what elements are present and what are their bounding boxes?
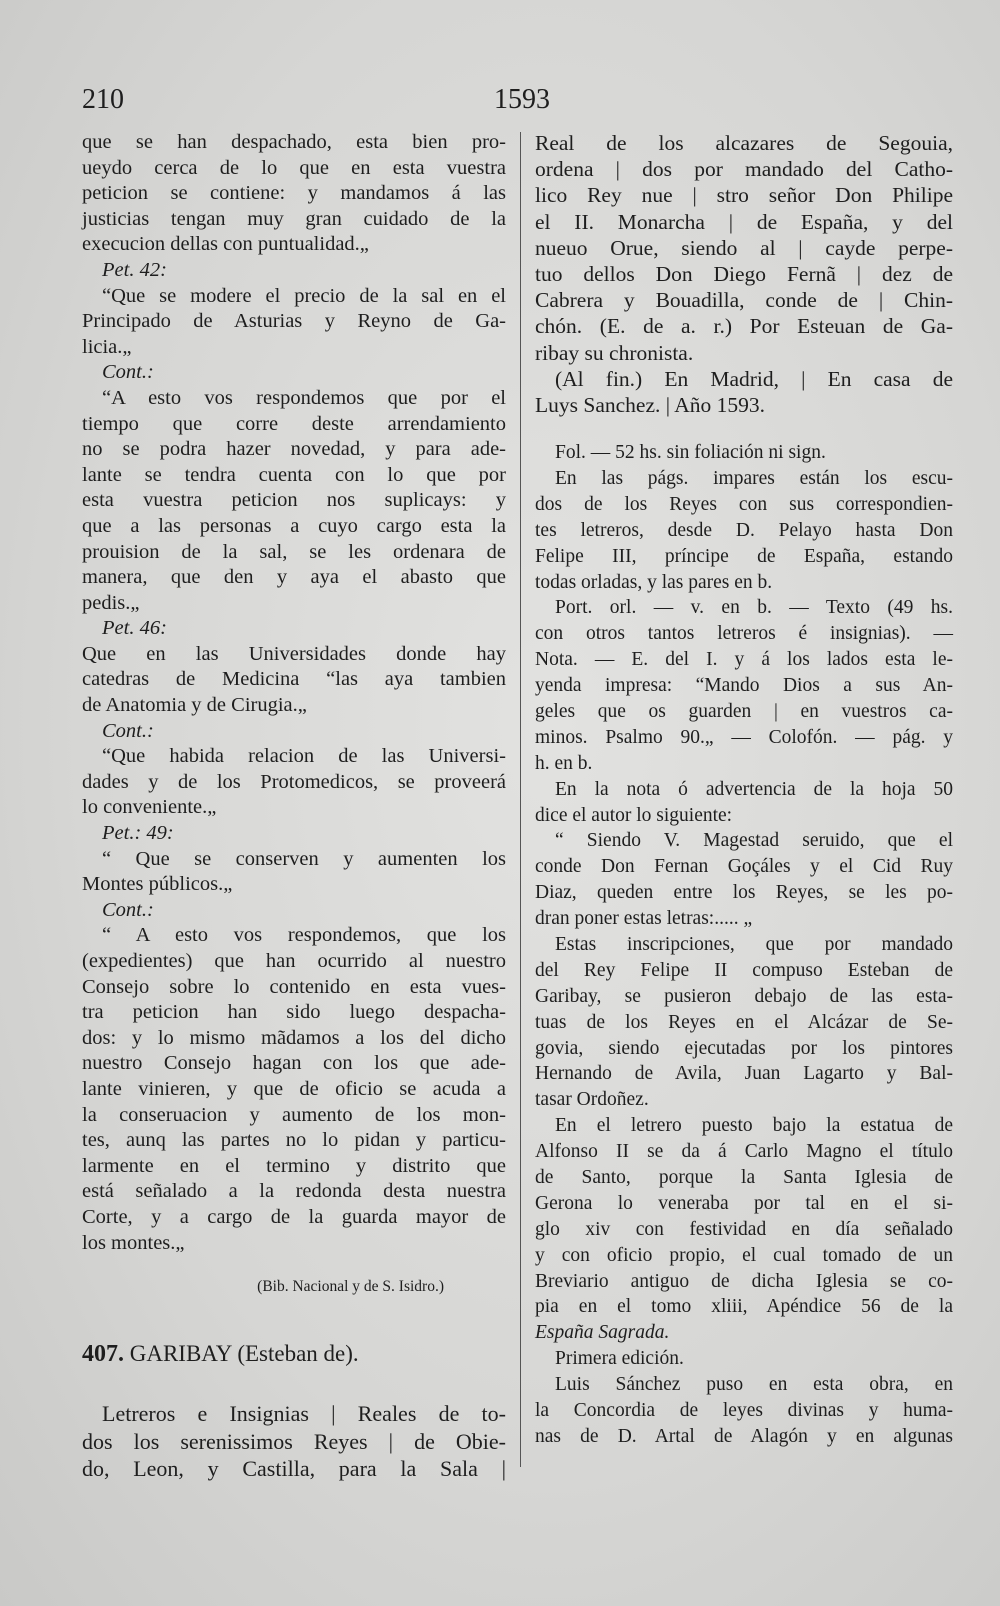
text-line: la conseruacion y aumento de los mon- — [82, 1103, 506, 1126]
entry-title-text — [82, 1400, 506, 1483]
note-text-line: minos. Psalmo 90.„ — Colofón. — pág. y — [535, 726, 953, 748]
text-line: “Que se modere el precio de la sal en el — [102, 284, 506, 307]
text-line: Montes públicos.„ — [82, 873, 233, 896]
text-line: nuestro Consejo hagan con los que ade- — [82, 1052, 506, 1075]
note-text-line: de Santo, porque la Santa Iglesia de — [535, 1167, 953, 1188]
bibliographic-notes — [535, 440, 953, 1450]
title-text-line: el II. Monarcha | de España, y del — [535, 209, 953, 234]
note-text-line: Alfonso II se da á Carlo Magno el título — [535, 1141, 953, 1163]
entry-title-continued — [535, 130, 953, 418]
note-text-line: dran poner estas letras:..... „ — [535, 908, 753, 930]
text-line: Pet. 42: — [102, 258, 167, 281]
text-line: que se han despachado, esta bien pro- — [82, 131, 506, 153]
entry-number: 407. — [82, 1341, 124, 1368]
note-text-line: govia, siendo ejecutadas por los pintores — [535, 1037, 953, 1059]
section-gap — [535, 418, 953, 440]
column-divider — [520, 132, 521, 1467]
title-text-line: Cabrera y Bouadilla, conde de | Chin- — [535, 288, 953, 313]
note-text-line: Diaz, queden entre los Reyes, se les po- — [535, 882, 953, 904]
title-text-line: nueuo Orue, siendo al | cayde perpe- — [535, 235, 953, 260]
source-note: (Bib. Nacional y de S. Isidro.) — [257, 1278, 444, 1296]
text-line: Pet.: 49: — [102, 822, 174, 845]
note-text-line: tes letreros, desde D. Pelayo hasta Don — [535, 519, 953, 541]
text-line: no se podra hazer novedad, y para ade- — [82, 438, 506, 461]
title-text-line: Real de los alcazares de Segouia, — [535, 131, 953, 155]
note-text-line: con otros tantos letreros é insignias). — — [535, 623, 953, 645]
note-text-line: nas de D. Artal de Alagón y en algunas — [535, 1425, 953, 1447]
note-text-line: pia en el tomo xliii, Apéndice 56 de la — [535, 1296, 953, 1318]
page-number: 210 — [82, 84, 124, 115]
text-line: lante se tendra cuenta con lo que por — [82, 463, 506, 486]
text-line: (expedientes) que han ocurrido al nuestro — [82, 950, 506, 972]
note-text-line: Estas inscripciones, que por mandado — [555, 933, 953, 955]
title-text-line: ordena | dos por mandado del Catho- — [535, 157, 953, 182]
text-line: está señalado a la redonda desta nuestra — [82, 1180, 506, 1203]
note-text-line: “ Siendo V. Magestad seruido, que el — [555, 830, 953, 852]
text-line: Pet. 46: — [102, 617, 167, 640]
note-text-line: tuas de los Reyes en el Alcázar de Se- — [535, 1011, 953, 1033]
title-text-line: chón. (E. de a. r.) Por Esteuan de Ga- — [535, 314, 953, 339]
title-text-line: tuo dellos Don Diego Fernã | dez de — [535, 261, 953, 286]
note-text-line: Hernando de Avila, Juan Lagarto y Bal- — [535, 1063, 953, 1085]
text-line: Consejo sobre lo contenido en esta vues- — [82, 975, 506, 998]
entry-text-line: Letreros e Insignias | Reales de to- — [102, 1401, 506, 1427]
running-head-year: 1593 — [494, 84, 550, 115]
text-line: lo conveniente.„ — [82, 796, 217, 819]
text-line: dos: y lo mismo mãdamos a los del dicho — [82, 1026, 506, 1049]
text-line: Cont.: — [102, 361, 154, 384]
note-text-line: dice el autor lo siguiente: — [535, 804, 733, 826]
title-text-line: Luys Sanchez. | Año 1593. — [535, 392, 766, 417]
note-text-line: del Rey Felipe II compuso Esteban de — [535, 959, 953, 981]
text-line: prouision de la sal, se les ordenara de — [82, 540, 506, 563]
text-line: Que en las Universidades donde hay — [82, 642, 506, 665]
note-text-line: Felipe III, príncipe de España, estando — [535, 545, 953, 567]
note-text-line: En las págs. impares están los escu- — [555, 467, 953, 489]
note-text-line: tasar Ordoñez. — [535, 1089, 649, 1111]
entry-author: GARIBAY (Esteban de). — [129, 1341, 359, 1367]
note-text-line: Breviario antiguo de dicha Iglesia se co- — [535, 1270, 953, 1292]
title-text-line: (Al fin.) En Madrid, | En casa de — [555, 366, 953, 391]
note-text-line: Nota. — E. del I. y á los lados esta le- — [535, 649, 953, 671]
text-line: tes, aunq las partes no lo pidan y particu- — [82, 1129, 506, 1152]
note-text-line: Primera edición. — [555, 1348, 684, 1370]
text-line: de Anatomia y de Cirugia.„ — [82, 694, 307, 717]
note-text-line: todas orladas, y las pares en b. — [535, 571, 773, 593]
text-line: ueydo cerca de lo que en esta vuestra — [82, 156, 506, 179]
note-text-line: En el letrero puesto bajo la estatua de — [555, 1115, 953, 1137]
text-line: que a las personas a cuyo cargo esta la — [82, 514, 506, 537]
left-column-text — [82, 130, 506, 1256]
note-text-line: glo xiv con festividad en día señalado — [535, 1218, 953, 1240]
text-line: larmente en el termino y distrito que — [82, 1154, 506, 1177]
text-line: los montes.„ — [82, 1231, 185, 1254]
note-text-line: Port. orl. — v. en b. — Texto (49 hs. — [555, 597, 953, 619]
note-text-line: y con oficio propio, el cual tomado de un — [535, 1244, 953, 1266]
title-text-line: lico Rey nue | stro señor Don Philipe — [535, 183, 953, 208]
note-text-line: geles que os guarden | en vuestros ca- — [535, 700, 953, 722]
note-text-line: yenda impresa: “Mando Dios a sus An- — [535, 675, 953, 697]
entry-text-line: dos los serenissimos Reyes | de Obie- — [82, 1428, 506, 1454]
entry-text-line: do, Leon, y Castilla, para la Sala | — [82, 1456, 506, 1482]
right-column — [535, 130, 953, 1450]
note-text-line: dos de los Reyes con sus correspondien- — [535, 493, 953, 515]
text-line: esta vuestra peticion nos suplicays: y — [82, 489, 506, 512]
text-line: Cont.: — [102, 719, 154, 742]
entry-heading — [82, 1338, 506, 1370]
note-text-line: la Concordia de leyes divinas y huma- — [535, 1400, 953, 1422]
text-line: execucion dellas con puntualidad.„ — [82, 233, 369, 256]
left-column — [82, 130, 506, 1483]
text-line: Cont.: — [102, 898, 154, 921]
text-line: dades y de los Protomedicos, se proveerá — [82, 770, 506, 793]
text-line: manera, que den y aya el abasto que — [82, 566, 506, 589]
note-text-line: Garibay, se pusieron debajo de las esta- — [535, 985, 953, 1007]
title-text-line: ribay su chronista. — [535, 340, 694, 365]
note-text-line: Fol. — 52 hs. sin foliación ni sign. — [555, 442, 826, 464]
note-text-line: España Sagrada. — [535, 1322, 670, 1344]
note-text-line: Gerona lo veneraba por tal en el si- — [535, 1192, 953, 1214]
text-line: Corte, y a cargo de la guarda mayor de — [82, 1205, 506, 1228]
text-line: “A esto vos respondemos que por el — [102, 386, 506, 409]
text-line: “ Que se conserven y aumenten los — [102, 847, 506, 870]
note-text-line: h. en b. — [535, 752, 593, 774]
text-line: justicias tengan muy gran cuidado de la — [82, 207, 506, 230]
text-line: tiempo que corre deste arrendamiento — [82, 412, 506, 435]
text-line: “ A esto vos respondemos, que los — [102, 924, 506, 947]
text-line: catedras de Medicina “las aya tambien — [82, 668, 506, 691]
note-text-line: conde Don Fernan Goçáles y el Cid Ruy — [535, 856, 953, 878]
text-line: pedis.„ — [82, 591, 140, 614]
note-text-line: Luis Sánchez puso en esta obra, en — [555, 1374, 953, 1396]
text-line: lante vinieren, y que de oficio se acuda a — [82, 1077, 506, 1100]
text-line: Principado de Asturias y Reyno de Ga- — [82, 310, 506, 333]
text-line: “Que habida relacion de las Universi- — [102, 745, 506, 768]
text-line: tra peticion han sido luego despacha- — [82, 1001, 506, 1024]
text-line: peticion se contiene: y mandamos á las — [82, 182, 506, 205]
note-text-line: En la nota ó advertencia de la hoja 50 — [555, 778, 953, 800]
running-head — [82, 84, 940, 118]
text-line: licia.„ — [82, 335, 132, 358]
